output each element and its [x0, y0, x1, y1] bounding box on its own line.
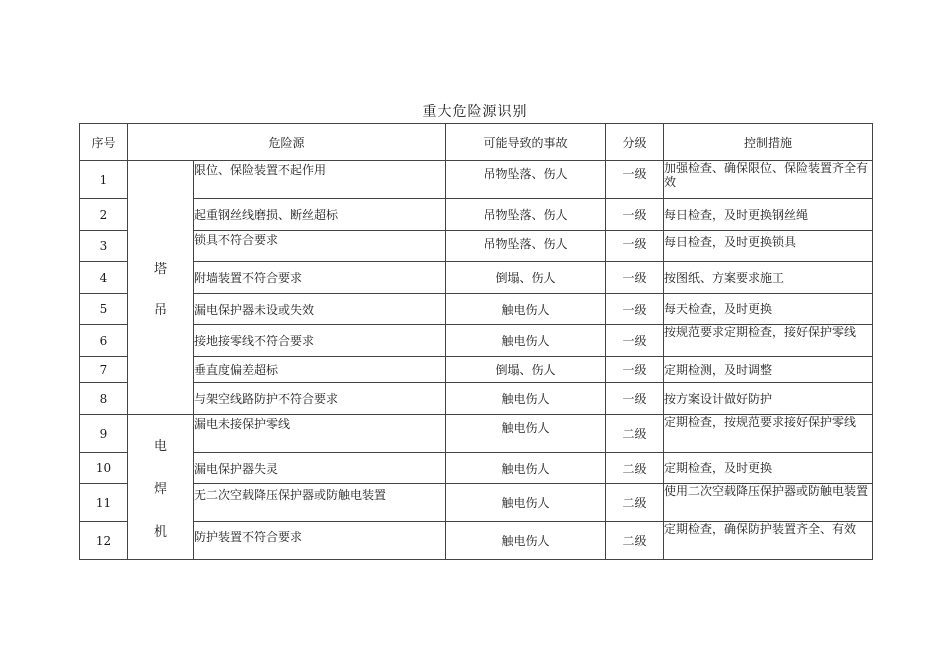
- hazard-cell: 漏电保护器未设或失效: [194, 294, 446, 325]
- accident-cell: 吊物坠落、伤人: [446, 161, 606, 199]
- control-cell: 定期检查，及时更换: [664, 453, 873, 484]
- table-row: [80, 262, 873, 294]
- row-number: 8: [80, 383, 128, 415]
- hazard-cell: 防护装置不符合要求: [194, 522, 446, 560]
- control-cell: 每日检查，及时更换钢丝绳: [664, 199, 873, 231]
- accident-cell: 触电伤人: [446, 415, 606, 453]
- level-cell: 一级: [606, 262, 664, 294]
- table-row: [80, 294, 873, 325]
- hazard-cell: 漏电未接保护零线: [194, 415, 446, 453]
- control-cell: 定期检查，按规范要求接好保护零线: [664, 415, 873, 453]
- accident-cell: 倒塌、伤人: [446, 357, 606, 383]
- table-row: [80, 357, 873, 383]
- control-cell: 每天检查，及时更换: [664, 294, 873, 325]
- control-cell: 加强检查、确保限位、保险装置齐全有效: [664, 161, 873, 199]
- level-cell: 二级: [606, 453, 664, 484]
- row-number: 11: [80, 484, 128, 522]
- control-cell: 定期检查，确保防护装置齐全、有效: [664, 522, 873, 560]
- hazard-cell: 无二次空载降压保护器或防触电装置: [194, 484, 446, 522]
- category-char: 吊: [153, 302, 167, 318]
- row-number: 3: [80, 231, 128, 262]
- category-welding-machine: [128, 415, 194, 560]
- table-row: [80, 383, 873, 415]
- control-cell: 按图纸、方案要求施工: [664, 262, 873, 294]
- category-char: 电: [153, 438, 167, 454]
- row-number: 1: [80, 161, 128, 199]
- table-row: [80, 453, 873, 484]
- level-cell: 一级: [606, 357, 664, 383]
- table-header-row: [80, 124, 873, 161]
- table-row: [80, 199, 873, 231]
- category-char: 塔: [153, 261, 167, 277]
- accident-cell: 吊物坠落、伤人: [446, 231, 606, 262]
- category-tower-crane: [128, 161, 194, 415]
- table-row: [80, 484, 873, 522]
- control-cell: 按规范要求定期检查，接好保护零线: [664, 325, 873, 357]
- control-cell: 按方案设计做好防护: [664, 383, 873, 415]
- hazard-cell: 锁具不符合要求: [194, 231, 446, 262]
- header-hazard: 危险源: [128, 124, 446, 161]
- row-number: 5: [80, 294, 128, 325]
- table-row: [80, 231, 873, 262]
- header-no: 序号: [80, 124, 128, 161]
- table-row: [80, 415, 873, 453]
- row-number: 7: [80, 357, 128, 383]
- row-number: 9: [80, 415, 128, 453]
- header-control: 控制措施: [664, 124, 873, 161]
- control-cell: 定期检测，及时调整: [664, 357, 873, 383]
- control-cell: 使用二次空载降压保护器或防触电装置: [664, 484, 873, 522]
- row-number: 4: [80, 262, 128, 294]
- level-cell: 一级: [606, 325, 664, 357]
- row-number: 10: [80, 453, 128, 484]
- hazard-cell: 起重钢丝线磨损、断丝超标: [194, 199, 446, 231]
- level-cell: 二级: [606, 484, 664, 522]
- header-accident: 可能导致的事故: [446, 124, 606, 161]
- level-cell: 二级: [606, 415, 664, 453]
- hazard-cell: 垂直度偏差超标: [194, 357, 446, 383]
- accident-cell: 倒塌、伤人: [446, 262, 606, 294]
- document-title: 重大危险源识别: [422, 104, 528, 120]
- hazard-cell: 附墙装置不符合要求: [194, 262, 446, 294]
- category-char: 机: [153, 524, 167, 540]
- hazard-cell: 与架空线路防护不符合要求: [194, 383, 446, 415]
- accident-cell: 触电伤人: [446, 383, 606, 415]
- level-cell: 一级: [606, 383, 664, 415]
- table-row: [80, 325, 873, 357]
- hazard-cell: 接地接零线不符合要求: [194, 325, 446, 357]
- table-row: [80, 522, 873, 560]
- row-number: 12: [80, 522, 128, 560]
- accident-cell: 触电伤人: [446, 484, 606, 522]
- hazard-cell: 限位、保险装置不起作用: [194, 161, 446, 199]
- hazard-cell: 漏电保护器失灵: [194, 453, 446, 484]
- accident-cell: 触电伤人: [446, 453, 606, 484]
- accident-cell: 吊物坠落、伤人: [446, 199, 606, 231]
- level-cell: 一级: [606, 199, 664, 231]
- row-number: 6: [80, 325, 128, 357]
- accident-cell: 触电伤人: [446, 325, 606, 357]
- accident-cell: 触电伤人: [446, 294, 606, 325]
- level-cell: 一级: [606, 161, 664, 199]
- category-char: 焊: [153, 481, 167, 497]
- accident-cell: 触电伤人: [446, 522, 606, 560]
- control-cell: 每日检查，及时更换锁具: [664, 231, 873, 262]
- row-number: 2: [80, 199, 128, 231]
- level-cell: 一级: [606, 231, 664, 262]
- level-cell: 二级: [606, 522, 664, 560]
- header-level: 分级: [606, 124, 664, 161]
- hazard-table: [79, 123, 873, 560]
- level-cell: 一级: [606, 294, 664, 325]
- table-row: [80, 161, 873, 199]
